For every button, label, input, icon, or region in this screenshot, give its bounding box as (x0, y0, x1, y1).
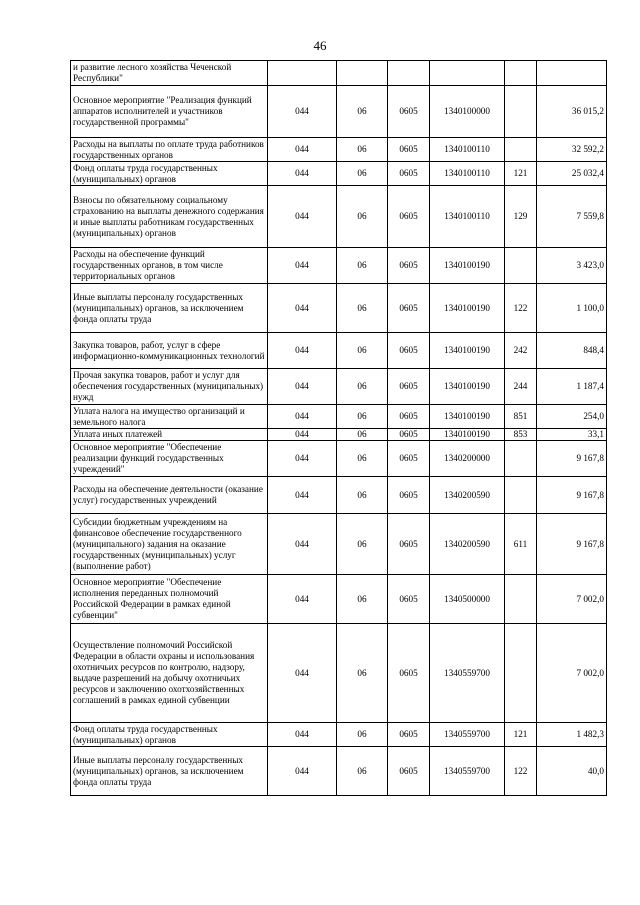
subsection-code: 0605 (388, 333, 430, 369)
ministry-code: 044 (268, 747, 337, 796)
target-article-code: 1340100110 (430, 162, 505, 186)
subsection-code: 0605 (388, 441, 430, 477)
section-code (337, 61, 388, 86)
section-code: 06 (337, 575, 388, 624)
expense-type-code: 244 (505, 369, 537, 405)
target-article-code: 1340200000 (430, 441, 505, 477)
table-row (71, 138, 607, 162)
subsection-code: 0605 (388, 86, 430, 138)
amount-value: 32 592,2 (537, 138, 607, 162)
row-name: и развитие лесного хозяйства Чеченской Республики" (71, 61, 268, 86)
ministry-code: 044 (268, 723, 337, 747)
table-row (71, 723, 607, 747)
ministry-code: 044 (268, 86, 337, 138)
subsection-code: 0605 (388, 186, 430, 248)
expense-type-code: 853 (505, 429, 537, 441)
row-name: Осуществление полномочий Российской Федерации в области охраны и использования охотничьих ресурсов по контролю, надзору, выдаче разрешений на добычу охотничьих ресурсов и заключению охотхозяйственных соглашений в рамках единой субвенции (71, 624, 268, 723)
section-code: 06 (337, 405, 388, 429)
target-article-code: 1340500000 (430, 575, 505, 624)
section-code: 06 (337, 747, 388, 796)
subsection-code: 0605 (388, 248, 430, 284)
target-article-code: 1340100110 (430, 186, 505, 248)
expense-type-code: 242 (505, 333, 537, 369)
table-row (71, 477, 607, 514)
amount-value: 1 100,0 (537, 284, 607, 333)
table-row (71, 61, 607, 86)
subsection-code: 0605 (388, 429, 430, 441)
amount-value: 9 167,8 (537, 441, 607, 477)
target-article-code: 1340200590 (430, 477, 505, 514)
ministry-code: 044 (268, 138, 337, 162)
expense-type-code: 121 (505, 723, 537, 747)
ministry-code: 044 (268, 477, 337, 514)
section-code: 06 (337, 477, 388, 514)
target-article-code: 1340100110 (430, 138, 505, 162)
amount-value: 1 187,4 (537, 369, 607, 405)
expense-type-code (505, 624, 537, 723)
ministry-code: 044 (268, 514, 337, 575)
expense-type-code (505, 441, 537, 477)
table-row (71, 624, 607, 723)
target-article-code: 1340100190 (430, 405, 505, 429)
amount-value: 36 015,2 (537, 86, 607, 138)
section-code: 06 (337, 186, 388, 248)
subsection-code: 0605 (388, 284, 430, 333)
subsection-code: 0605 (388, 747, 430, 796)
ministry-code: 044 (268, 162, 337, 186)
expense-type-code (505, 477, 537, 514)
row-name: Расходы на обеспечение деятельности (оказание услуг) государственных учреждений (71, 477, 268, 514)
table-row (71, 186, 607, 248)
ministry-code: 044 (268, 441, 337, 477)
row-name: Иные выплаты персоналу государственных (муниципальных) органов, за исключением фонда оплаты труда (71, 284, 268, 333)
expense-type-code (505, 61, 537, 86)
target-article-code: 1340100190 (430, 333, 505, 369)
ministry-code: 044 (268, 429, 337, 441)
subsection-code: 0605 (388, 369, 430, 405)
amount-value: 40,0 (537, 747, 607, 796)
expense-type-code (505, 575, 537, 624)
ministry-code: 044 (268, 248, 337, 284)
ministry-code: 044 (268, 333, 337, 369)
subsection-code: 0605 (388, 575, 430, 624)
section-code: 06 (337, 284, 388, 333)
target-article-code: 1340100000 (430, 86, 505, 138)
row-name: Иные выплаты персоналу государственных (муниципальных) органов, за исключением фонда оплаты труда (71, 747, 268, 796)
subsection-code: 0605 (388, 477, 430, 514)
amount-value (537, 61, 607, 86)
target-article-code (430, 61, 505, 86)
row-name: Фонд оплаты труда государственных (муниципальных) органов (71, 162, 268, 186)
section-code: 06 (337, 162, 388, 186)
amount-value: 9 167,8 (537, 477, 607, 514)
table-row (71, 86, 607, 138)
amount-value: 254,0 (537, 405, 607, 429)
expense-type-code: 121 (505, 162, 537, 186)
row-name: Взносы по обязательному социальному страхованию на выплаты денежного содержания и иные выплаты работникам государственных (муниципальных) органов (71, 186, 268, 248)
target-article-code: 1340100190 (430, 284, 505, 333)
amount-value: 7 002,0 (537, 575, 607, 624)
expense-type-code: 122 (505, 284, 537, 333)
expense-type-code (505, 86, 537, 138)
row-name: Закупка товаров, работ, услуг в сфере информационно-коммуникационных технологий (71, 333, 268, 369)
amount-value: 1 482,3 (537, 723, 607, 747)
row-name: Основное мероприятие "Обеспечение исполнения переданных полномочий Российской Федерации в рамках единой субвенции" (71, 575, 268, 624)
table-row (71, 248, 607, 284)
section-code: 06 (337, 333, 388, 369)
subsection-code: 0605 (388, 138, 430, 162)
table-row (71, 747, 607, 796)
expense-type-code: 122 (505, 747, 537, 796)
table-row (71, 514, 607, 575)
expense-type-code: 611 (505, 514, 537, 575)
amount-value: 9 167,8 (537, 514, 607, 575)
subsection-code: 0605 (388, 624, 430, 723)
row-name: Расходы на обеспечение функций государственных органов, в том числе территориальных органов (71, 248, 268, 284)
section-code: 06 (337, 248, 388, 284)
table-row (71, 369, 607, 405)
target-article-code: 1340100190 (430, 369, 505, 405)
section-code: 06 (337, 441, 388, 477)
target-article-code: 1340559700 (430, 624, 505, 723)
table-row (71, 405, 607, 429)
ministry-code (268, 61, 337, 86)
row-name: Фонд оплаты труда государственных (муниципальных) органов (71, 723, 268, 747)
table-row (71, 162, 607, 186)
table-row (71, 575, 607, 624)
table-row (71, 441, 607, 477)
row-name: Основное мероприятие "Реализация функций аппаратов исполнителей и участников государственной программы" (71, 86, 268, 138)
amount-value: 7 559,8 (537, 186, 607, 248)
section-code: 06 (337, 369, 388, 405)
row-name: Расходы на выплаты по оплате труда работников государственных органов (71, 138, 268, 162)
ministry-code: 044 (268, 186, 337, 248)
section-code: 06 (337, 429, 388, 441)
amount-value: 7 002,0 (537, 624, 607, 723)
section-code: 06 (337, 624, 388, 723)
subsection-code: 0605 (388, 405, 430, 429)
row-name: Уплата налога на имущество организаций и земельного налога (71, 405, 268, 429)
section-code: 06 (337, 138, 388, 162)
row-name: Субсидии бюджетным учреждениям на финансовое обеспечение государственного (муниципального) задания на оказание государственных (муниципальных) услуг (выполнение работ) (71, 514, 268, 575)
table-row (71, 333, 607, 369)
row-name: Основное мероприятие "Обеспечение реализации функций государственных учреждений" (71, 441, 268, 477)
subsection-code: 0605 (388, 162, 430, 186)
subsection-code (388, 61, 430, 86)
subsection-code: 0605 (388, 723, 430, 747)
amount-value: 848,4 (537, 333, 607, 369)
budget-table (70, 60, 607, 796)
expense-type-code (505, 138, 537, 162)
page-number: 46 (313, 38, 327, 53)
ministry-code: 044 (268, 624, 337, 723)
expense-type-code (505, 248, 537, 284)
table-row (71, 429, 607, 441)
target-article-code: 1340559700 (430, 747, 505, 796)
target-article-code: 1340200590 (430, 514, 505, 575)
amount-value: 25 032,4 (537, 162, 607, 186)
section-code: 06 (337, 86, 388, 138)
row-name: Прочая закупка товаров, работ и услуг для обеспечения государственных (муниципальных) нужд (71, 369, 268, 405)
expense-type-code: 851 (505, 405, 537, 429)
row-name: Уплата иных платежей (71, 429, 268, 441)
target-article-code: 1340559700 (430, 723, 505, 747)
expense-type-code: 129 (505, 186, 537, 248)
target-article-code: 1340100190 (430, 248, 505, 284)
table-row (71, 284, 607, 333)
ministry-code: 044 (268, 405, 337, 429)
section-code: 06 (337, 723, 388, 747)
amount-value: 33,1 (537, 429, 607, 441)
ministry-code: 044 (268, 575, 337, 624)
ministry-code: 044 (268, 284, 337, 333)
ministry-code: 044 (268, 369, 337, 405)
amount-value: 3 423,0 (537, 248, 607, 284)
section-code: 06 (337, 514, 388, 575)
target-article-code: 1340100190 (430, 429, 505, 441)
subsection-code: 0605 (388, 514, 430, 575)
